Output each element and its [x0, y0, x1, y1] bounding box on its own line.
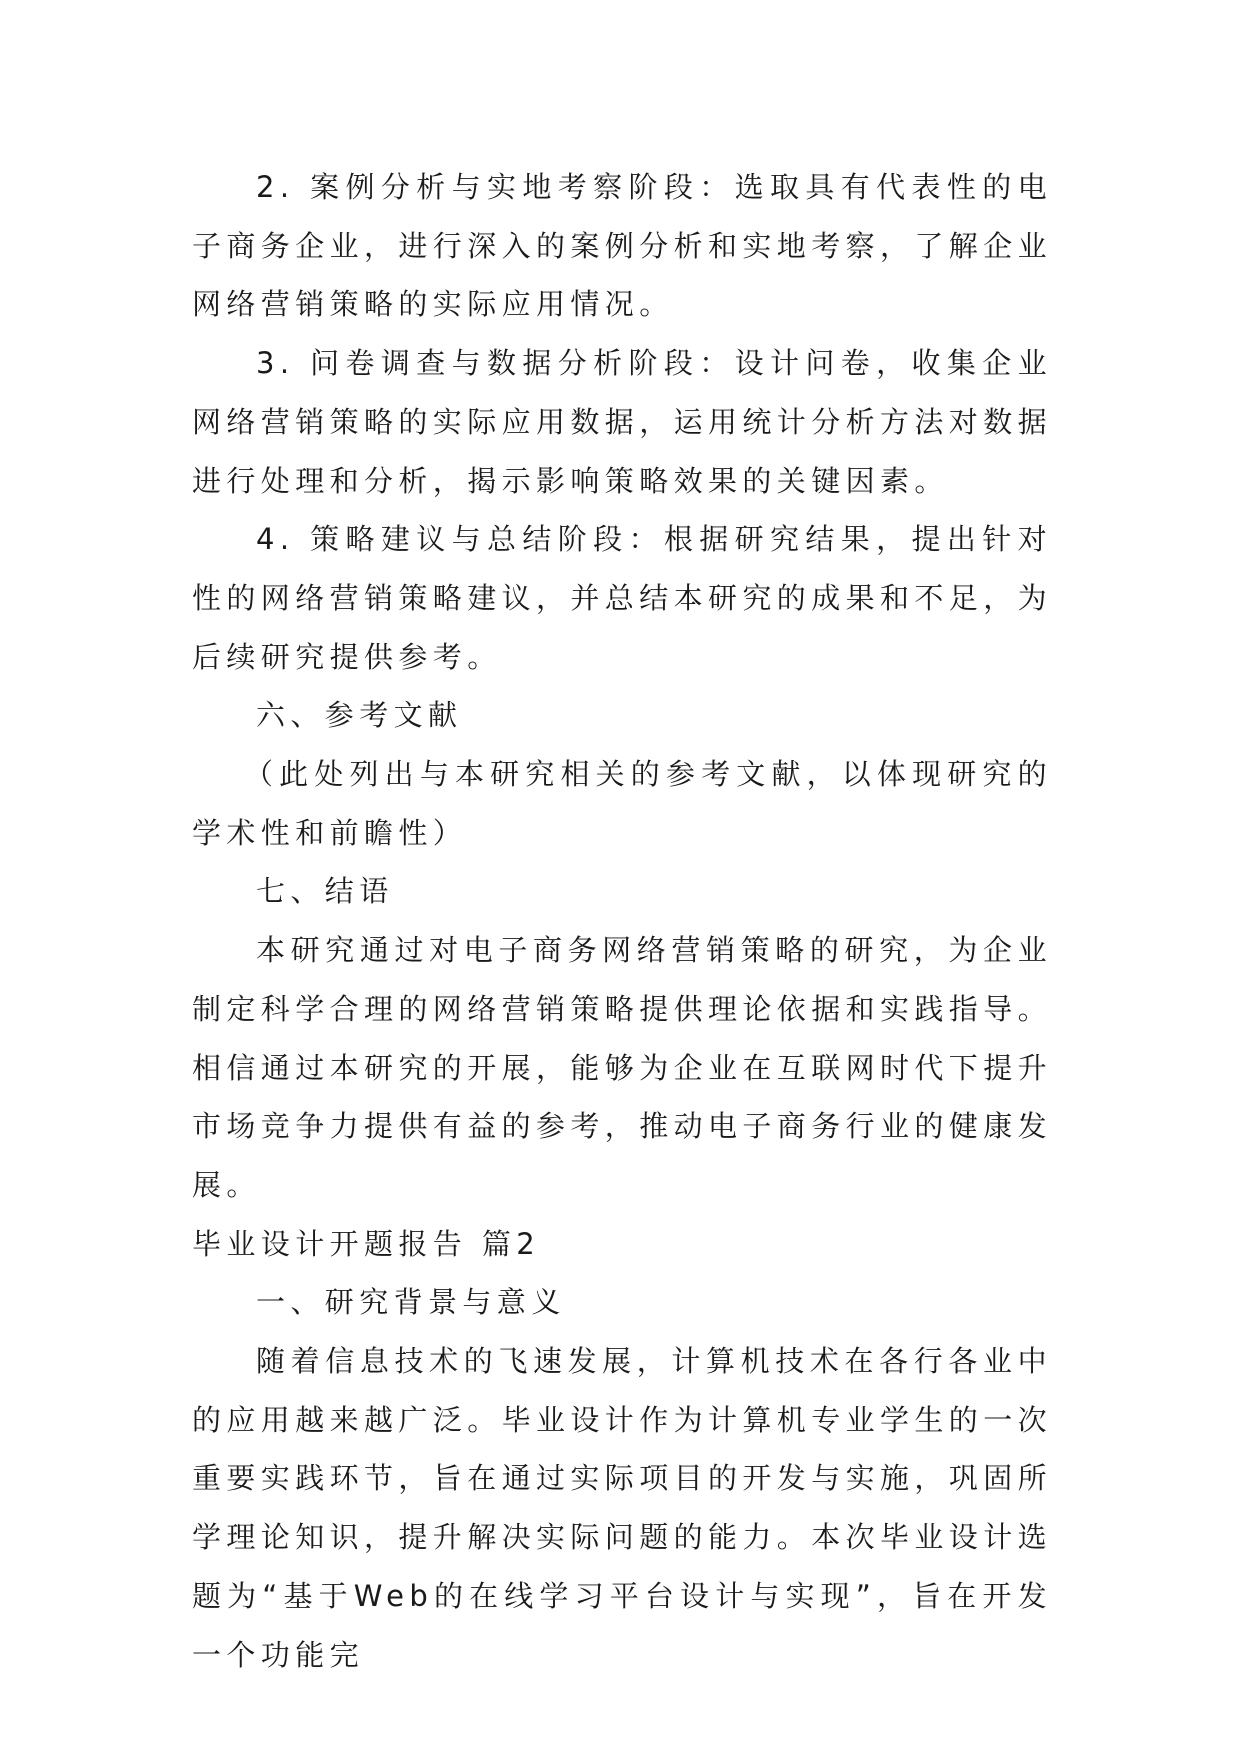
heading-conclusion: 七、结语: [256, 874, 394, 909]
document-page: [192, 158, 1052, 1684]
paragraph-stage-3: 3. 问卷调查与数据分析阶段：设计问卷，收集企业网络营销策略的实际应用数据，运用统计分析方法对数据进行处理和分析，揭示影响策略效果的关键因素。: [192, 346, 1053, 498]
paragraph-background: 随着信息技术的飞速发展，计算机技术在各行各业中的应用越来越广泛。毕业设计作为计算机专业学生的一次重要实践环节，旨在通过实际项目的开发与实施，巩固所学理论知识，提升解决实际问题的能力。本次毕业设计选题为“基于Web的在线学习平台设计与实现”，旨在开发一个功能完: [192, 1344, 1053, 1672]
paragraph-stage-2: 2. 案例分析与实地考察阶段：选取具有代表性的电子商务企业，进行深入的案例分析和实地考察，了解企业网络营销策略的实际应用情况。: [192, 170, 1053, 322]
heading-background: 一、研究背景与意义: [256, 1285, 566, 1320]
report-title: 毕业设计开题报告 篇2: [192, 1226, 541, 1261]
paragraph-references-note: （此处列出与本研究相关的参考文献，以体现研究的学术性和前瞻性）: [192, 757, 1052, 850]
heading-references: 六、参考文献: [256, 698, 463, 733]
paragraph-conclusion: 本研究通过对电子商务网络营销策略的研究，为企业制定科学合理的网络营销策略提供理论依据和实践指导。相信通过本研究的开展，能够为企业在互联网时代下提升市场竞争力提供有益的参考，推动电子商务行业的健康发展。: [192, 933, 1053, 1202]
paragraph-stage-4: 4. 策略建议与总结阶段：根据研究结果，提出针对性的网络营销策略建议，并总结本研究的成果和不足，为后续研究提供参考。: [192, 522, 1053, 674]
